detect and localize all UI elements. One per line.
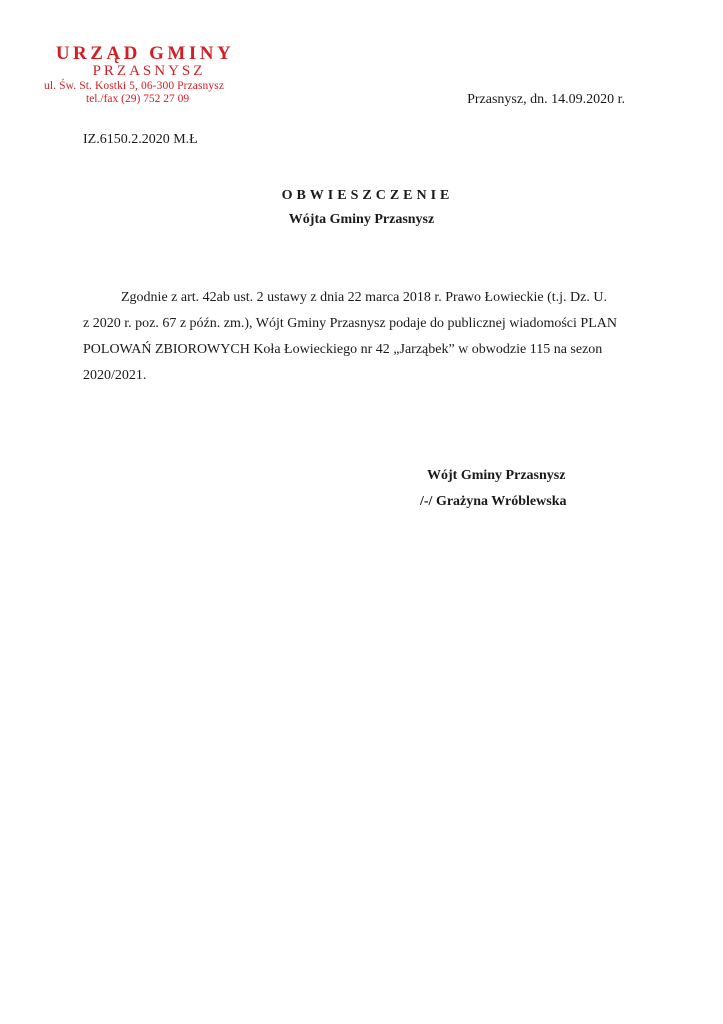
body-line: Zgodnie z art. 42ab ust. 2 ustawy z dnia 22 marca 2018 r. Prawo Łowieckie (t.j. Dz. U. (121, 290, 607, 305)
signatory-name: /-/ Grażyna Wróblewska (420, 494, 567, 509)
stamp-office-name: URZĄD GMINY (55, 43, 235, 64)
body-line: POLOWAŃ ZBIOROWYCH Koła Łowieckiego nr 42 „Jarząbek” w obwodzie 115 na sezon (83, 342, 603, 357)
announcement-body (83, 285, 628, 389)
place-and-date: Przasnysz, dn. 14.09.2020 r. (467, 92, 625, 107)
signature-block (420, 463, 567, 515)
stamp-municipality: PRZASNYSZ (92, 63, 206, 79)
signatory-title: Wójt Gminy Przasnysz (427, 468, 566, 483)
stamp-phone: tel./fax (29) 752 27 09 (86, 92, 190, 105)
document-title: OBWIESZCZENIE (281, 188, 454, 203)
document-subtitle: Wójta Gminy Przasnysz (288, 212, 435, 227)
body-line: 2020/2021. (83, 368, 147, 383)
reference-number: IZ.6150.2.2020 M.Ł (83, 132, 198, 147)
stamp-address: ul. Św. St. Kostki 5, 06-300 Przasnysz (44, 80, 225, 92)
office-stamp (44, 44, 244, 105)
body-line: z 2020 r. poz. 67 z późn. zm.), Wójt Gminy Przasnysz podaje do publicznej wiadomości PLAN (83, 316, 617, 331)
